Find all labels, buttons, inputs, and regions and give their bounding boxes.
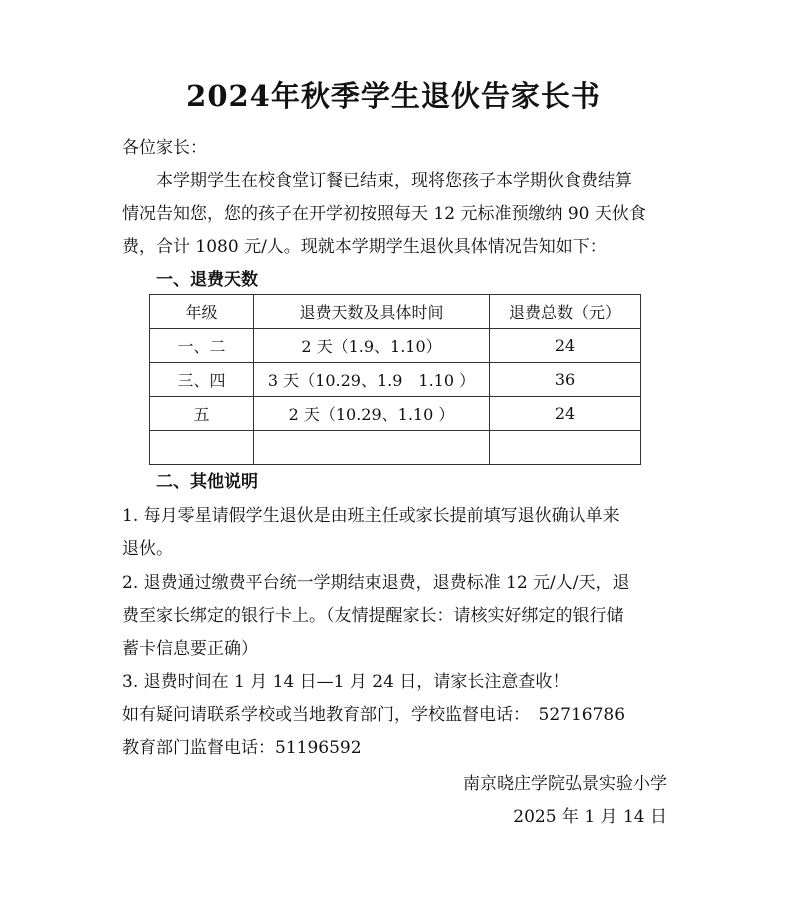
note-line-3: 2. 退费通过缴费平台统一学期结束退费，退费标准 12 元/人/天，退 (122, 573, 630, 593)
note-line-5: 蓄卡信息要正确） (122, 639, 258, 659)
note-line-4: 费至家长绑定的银行卡上。（友情提醒家长：请核实好绑定的银行储 (122, 606, 624, 626)
table-cell-total (490, 431, 641, 465)
note-line-2: 退伙。 (122, 539, 173, 559)
contact-school-phone: 如有疑问请联系学校或当地教育部门，学校监督电话： 52716786 (122, 705, 626, 725)
table-cell-grade: 三、四 (150, 363, 254, 397)
section-heading-other-notes: 二、其他说明 (156, 472, 258, 492)
table-header-cell: 年级 (150, 295, 254, 329)
table-row-empty (150, 431, 641, 465)
note-line-1: 1. 每月零星请假学生退伙是由班主任或家长提前填写退伙确认单来 (122, 506, 620, 526)
table-cell-grade: 五 (150, 397, 254, 431)
table-cell-total: 24 (490, 397, 641, 431)
intro-line-3: 费，合计 1080 元/人。现就本学期学生退伙具体情况告知如下： (122, 237, 607, 257)
table-cell-total: 24 (490, 329, 641, 363)
greeting: 各位家长： (122, 138, 207, 158)
contact-education-phone: 教育部门监督电话：51196592 (122, 738, 362, 758)
intro-line-2: 情况告知您，您的孩子在开学初按照每天 12 元标准预缴纳 90 天伙食 (122, 204, 646, 224)
table-header-row (150, 295, 641, 329)
section-heading-refund-days: 一、退费天数 (156, 270, 258, 290)
table-header-cell: 退费天数及具体时间 (254, 295, 490, 329)
refund-table (149, 294, 641, 465)
table-cell-days: 2 天（1.9、1.10） (254, 329, 490, 363)
intro-line-1: 本学期学生在校食堂订餐已结束，现将您孩子本学期伙食费结算 (156, 171, 632, 191)
table-cell-days: 2 天（10.29、1.10 ） (254, 397, 490, 431)
table-row (150, 363, 641, 397)
table-cell-days (254, 431, 490, 465)
signature-date: 2025 年 1 月 14 日 (513, 807, 667, 827)
signature-school: 南京晓庄学院弘景实验小学 (463, 774, 667, 794)
table-row (150, 329, 641, 363)
table-cell-days: 3 天（10.29、1.9 1.10 ） (254, 363, 490, 397)
table-cell-grade: 一、二 (150, 329, 254, 363)
table-row (150, 397, 641, 431)
table-cell-grade (150, 431, 254, 465)
table-header-cell: 退费总数（元） (490, 295, 641, 329)
document-title: 2024年秋季学生退伙告家长书 (186, 79, 601, 113)
table-cell-total: 36 (490, 363, 641, 397)
note-line-6: 3. 退费时间在 1 月 14 日—1 月 24 日，请家长注意查收！ (122, 672, 570, 692)
